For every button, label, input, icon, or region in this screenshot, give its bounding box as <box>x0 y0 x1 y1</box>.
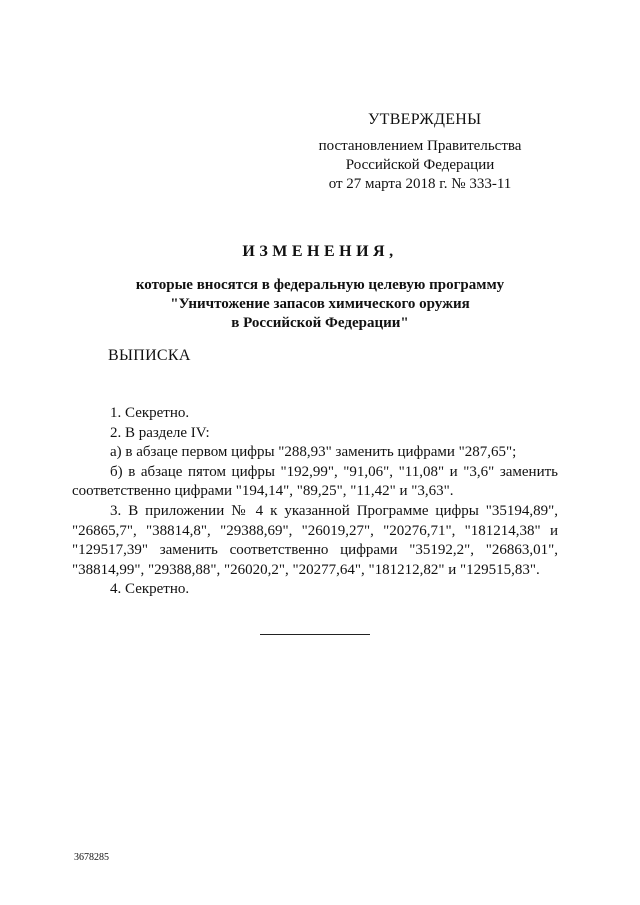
approval-line-country: Российской Федерации <box>345 157 495 173</box>
approval-details <box>300 137 540 194</box>
changes-title: ИЗМЕНЕНИЯ, <box>242 243 398 260</box>
approval-line-date: от 27 марта 2018 г. № 333-11 <box>328 176 512 192</box>
changes-subtitle-line: в Российской Федерации" <box>231 315 409 331</box>
document-body <box>72 404 558 600</box>
paragraph-subitem-a: а) в абзаце первом цифры "288,93" заменить цифрами "287,65"; <box>110 444 517 461</box>
paragraph-item-3: 3. В приложении № 4 к указанной Программе цифры "35194,89", "26865,7", "38814,8", "29388,69", "26019,27", "20276,71", "181214,38" и "129517,39" заменить соответственно цифрами "35192,2", "26863,01", "38814,99", "29388,88", "26020,2", "20277,64", "181212,82" и "129515,83". <box>72 502 558 578</box>
paragraph-item-2: 2. В разделе IV: <box>110 424 210 441</box>
extract-label: ВЫПИСКА <box>108 347 191 364</box>
changes-subtitle-line: "Уничтожение запасов химического оружия <box>170 296 470 312</box>
changes-subtitle-line: которые вносятся в федеральную целевую программу <box>135 277 505 293</box>
changes-subtitle <box>0 276 640 333</box>
approval-line-authority: постановлением Правительства <box>318 138 522 154</box>
paragraph-item-4: 4. Секретно. <box>110 581 190 598</box>
paragraph-item-1: 1. Секретно. <box>110 405 190 421</box>
paragraph-subitem-b: б) в абзаце пятом цифры "192,99", "91,06", "11,08" и "3,6" заменить соответственно цифрами "194,14", "89,25", "11,42" и "3,63". <box>72 463 558 500</box>
approved-heading: УТВЕРЖДЕНЫ <box>368 111 482 128</box>
document-number: 3678285 <box>74 852 109 863</box>
separator-line <box>260 634 370 635</box>
